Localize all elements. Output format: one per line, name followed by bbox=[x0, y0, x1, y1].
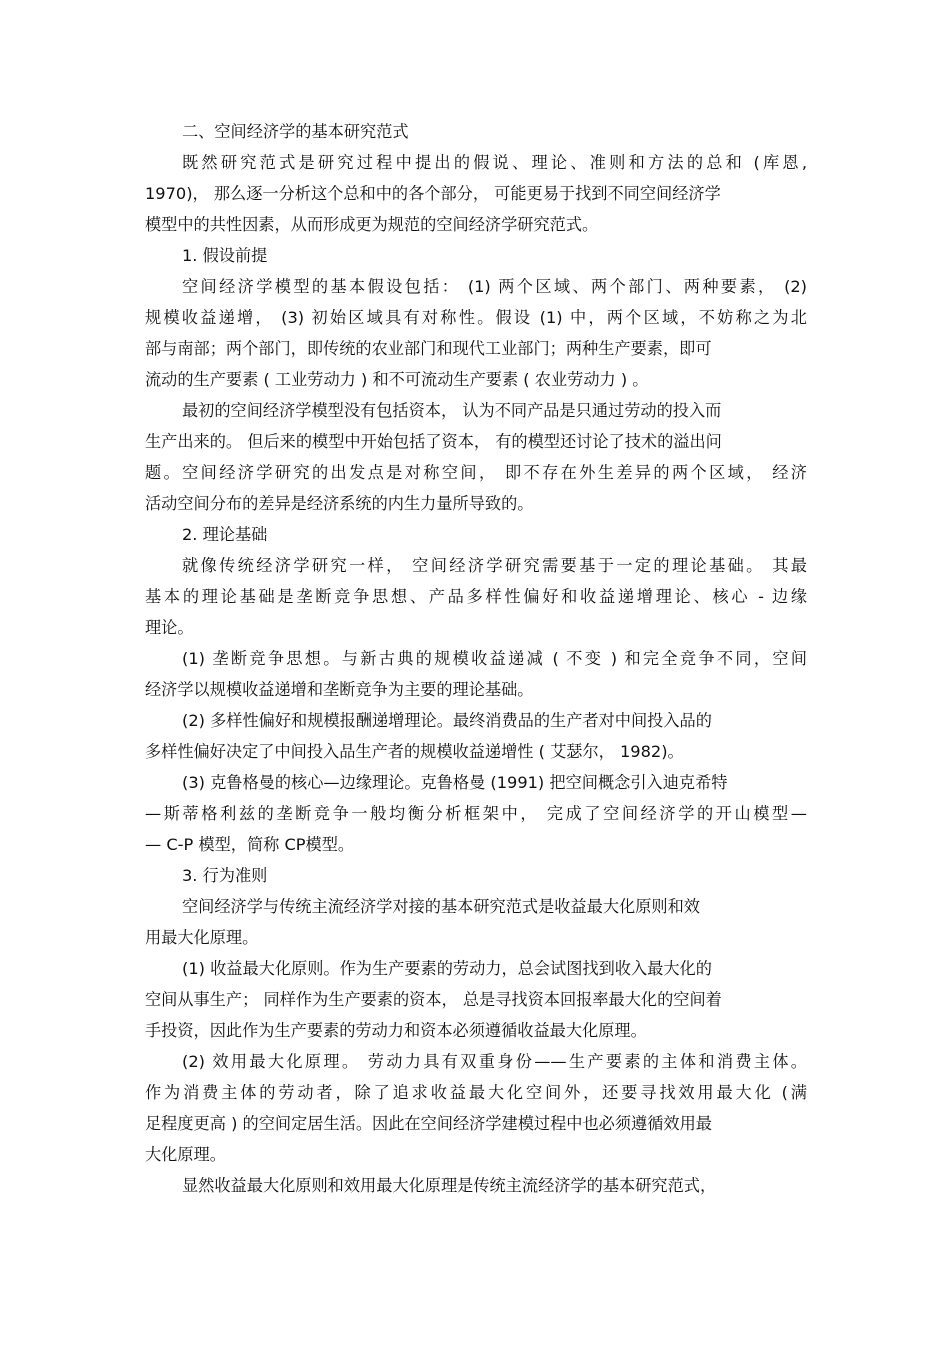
text-line: 流动的生产要素 ( 工业劳动力 ) 和不可流动生产要素 ( 农业劳动力 ) 。 bbox=[145, 370, 649, 389]
text-line: 空间从事生产； 同样作为生产要素的资本， 总是寻找资本回报率最大化的空间着 bbox=[145, 990, 722, 1009]
text-line: 活动空间分布的差异是经济系统的内生力量所导致的。 bbox=[145, 494, 534, 513]
text-line: —斯蒂格利兹的垄断竞争一般均衡分析框架中， 完成了空间经济学的开山模型— bbox=[145, 804, 807, 823]
text-line: 足程度更高 ) 的空间定居生活。因此在空间经济学建模过程中也必须遵循效用最 bbox=[145, 1114, 712, 1133]
text-line: 经济学以规模收益递增和垄断竞争为主要的理论基础。 bbox=[145, 680, 534, 699]
text-line: 空间经济学与传统主流经济学对接的基本研究范式是收益最大化原则和效 bbox=[182, 897, 700, 916]
text-line: 最初的空间经济学模型没有包括资本， 认为不同产品是只通过劳动的投入而 bbox=[182, 401, 722, 420]
document-body bbox=[145, 116, 807, 1201]
text-line: 1970)， 那么逐一分析这个总和中的各个部分， 可能更易于找到不同空间经济学 bbox=[145, 184, 721, 203]
text-line: — C-P 模型，简称 CP模型。 bbox=[145, 835, 355, 854]
text-line: 大化原理。 bbox=[145, 1145, 226, 1164]
text-line: 显然收益最大化原则和效用最大化原理是传统主流经济学的基本研究范式， bbox=[182, 1176, 717, 1195]
text-line: (3) 克鲁格曼的核心—边缘理论。克鲁格曼 (1991) 把空间概念引入迪克希特 bbox=[182, 773, 728, 792]
text-line: 3. 行为准则 bbox=[182, 866, 268, 885]
text-line: 既然研究范式是研究过程中提出的假说、理论、准则和方法的总和 (库恩, bbox=[182, 153, 807, 172]
text-line: 多样性偏好决定了中间投入品生产者的规模收益递增性 ( 艾瑟尔， 1982)。 bbox=[145, 742, 684, 761]
text-line: 生产出来的。 但后来的模型中开始包括了资本， 有的模型还讨论了技术的溢出问 bbox=[145, 432, 722, 451]
text-line: 二、空间经济学的基本研究范式 bbox=[182, 122, 409, 141]
text-line: 模型中的共性因素，从而形成更为规范的空间经济学研究范式。 bbox=[145, 215, 599, 234]
text-line: 1. 假设前提 bbox=[182, 246, 268, 265]
text-line: (1) 垄断竞争思想。与新古典的规模收益递减 ( 不变 ) 和完全竞争不同，空间 bbox=[182, 649, 807, 668]
text-line: 基本的理论基础是垄断竞争思想、产品多样性偏好和收益递增理论、核心 - 边缘 bbox=[145, 587, 807, 606]
text-line: 作为消费主体的劳动者，除了追求收益最大化空间外，还要寻找效用最大化 (满 bbox=[145, 1083, 807, 1102]
text-line: (2) 多样性偏好和规模报酬递增理论。最终消费品的生产者对中间投入品的 bbox=[182, 711, 712, 730]
text-line: 部与南部；两个部门，即传统的农业部门和现代工业部门；两种生产要素，即可 bbox=[145, 339, 712, 358]
text-line: (1) 收益最大化原则。作为生产要素的劳动力，总会试图找到收入最大化的 bbox=[182, 959, 712, 978]
text-line: 2. 理论基础 bbox=[182, 525, 268, 544]
text-line: 题。空间经济学研究的出发点是对称空间， 即不存在外生差异的两个区域， 经济 bbox=[145, 463, 807, 482]
text-line: 手投资，因此作为生产要素的劳动力和资本必须遵循收益最大化原理。 bbox=[145, 1021, 647, 1040]
text-line: 理论。 bbox=[145, 618, 194, 637]
text-line: 规模收益递增， (3) 初始区域具有对称性。假设 (1) 中，两个区域，不妨称之为北 bbox=[145, 308, 807, 327]
text-line: 用最大化原理。 bbox=[145, 928, 259, 947]
text-line: (2) 效用最大化原理。 劳动力具有双重身份——生产要素的主体和消费主体。 bbox=[182, 1052, 807, 1071]
text-line: 空间经济学模型的基本假设包括： (1) 两个区域、两个部门、两种要素， (2) bbox=[182, 277, 807, 296]
text-line: 就像传统经济学研究一样， 空间经济学研究需要基于一定的理论基础。 其最 bbox=[182, 556, 807, 575]
